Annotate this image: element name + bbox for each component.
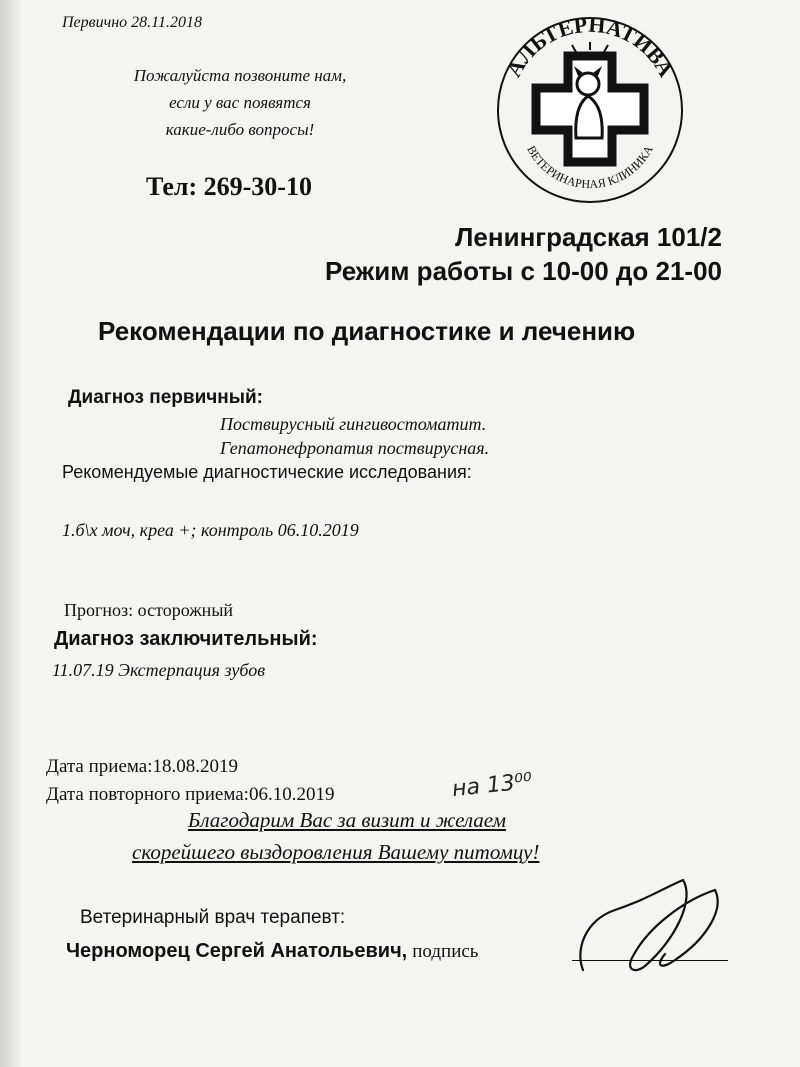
primary-diagnosis-item: Поствирусный гингивостоматит. xyxy=(220,414,487,434)
doctor-role: Ветеринарный врач терапевт: xyxy=(80,907,346,928)
contact-line-3: какие-либо вопросы! xyxy=(165,120,315,139)
doctor-name: Черноморец Сергей Анатольевич, xyxy=(66,940,408,962)
contact-line-1: Пожалуйста позвоните нам, xyxy=(133,66,347,85)
final-diagnosis-item: 11.07.19 Экстерпация зубов xyxy=(52,660,266,680)
handwritten-time-note: на 13⁰⁰ xyxy=(450,768,534,803)
doctor-name-row xyxy=(66,940,478,963)
signature-label: подпись xyxy=(412,941,479,962)
first-visit-date: Первично 28.11.2018 xyxy=(62,14,202,31)
thanks-line-2: скорейшего выздоровления Вашему питомцу! xyxy=(132,840,540,864)
contact-line-2: если у вас появятся xyxy=(169,93,311,112)
thanks-line-1: Благодарим Вас за визит и желаем xyxy=(188,808,506,832)
page-edge-shadow xyxy=(0,0,22,1067)
revisit-date: Дата повторного приема:06.10.2019 xyxy=(46,784,335,805)
prognosis: Прогноз: осторожный xyxy=(64,600,234,620)
primary-diagnosis-item: Гепатонефропатия поствирусная. xyxy=(220,438,490,458)
logo-bottom-text: ВЕТЕРИНАРНАЯ КЛИНИКА xyxy=(524,143,656,192)
logo-top-text: АЛЬТЕРНАТИВА xyxy=(500,11,680,81)
research-item: 1.б\х моч, креа +; контроль 06.10.2019 xyxy=(62,520,359,540)
recommended-research-label: Рекомендуемые диагностические исследования: xyxy=(62,462,472,482)
recommendations-title: Рекомендации по диагностике и лечению xyxy=(98,316,636,346)
visit-date: Дата приема:18.08.2019 xyxy=(46,756,238,777)
clinic-address: Ленинградская 101/2 xyxy=(455,222,722,252)
doctor-signature xyxy=(565,870,735,990)
phone-number: Тел: 269-30-10 xyxy=(146,172,312,201)
final-diagnosis-label: Диагноз заключительный: xyxy=(54,628,318,650)
clinic-logo xyxy=(490,10,690,210)
working-hours: Режим работы с 10-00 до 21-00 xyxy=(325,256,722,286)
primary-diagnosis-label: Диагноз первичный: xyxy=(68,387,264,408)
